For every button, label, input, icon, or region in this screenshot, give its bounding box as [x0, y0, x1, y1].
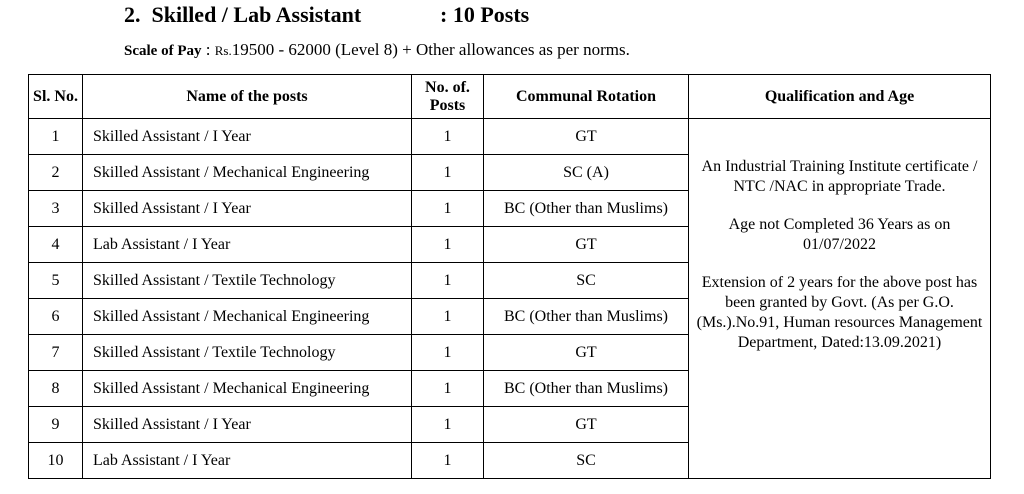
cell-rotation: SC — [484, 263, 689, 299]
cell-rotation: GT — [484, 119, 689, 155]
pay-extra: + Other allowances as per norms. — [397, 40, 630, 59]
cell-sl: 4 — [29, 227, 83, 263]
table-row — [29, 119, 991, 155]
pay-colon: : — [201, 40, 215, 59]
posts-table — [28, 74, 991, 479]
cell-post-name: Skilled Assistant / Textile Technology — [83, 335, 412, 371]
cell-sl: 2 — [29, 155, 83, 191]
cell-post-name: Skilled Assistant / Mechanical Engineering — [83, 299, 412, 335]
scale-of-pay — [124, 40, 630, 60]
cell-sl: 9 — [29, 407, 83, 443]
header-name-of-posts: Name of the posts — [83, 75, 412, 119]
qualification-certificate: An Industrial Training Institute certificate / NTC /NAC in appropriate Trade. — [701, 158, 978, 195]
pay-currency: Rs. — [214, 43, 232, 58]
header-no-of-posts: No. of. Posts — [412, 75, 484, 119]
cell-no-of-posts: 1 — [412, 227, 484, 263]
cell-rotation: BC (Other than Muslims) — [484, 299, 689, 335]
cell-no-of-posts: 1 — [412, 407, 484, 443]
cell-no-of-posts: 1 — [412, 119, 484, 155]
cell-no-of-posts: 1 — [412, 191, 484, 227]
qualification-age: Age not Completed 36 Years as on 01/07/2022 — [728, 216, 951, 253]
qualification-spacer — [695, 255, 984, 273]
cell-no-of-posts: 1 — [412, 371, 484, 407]
cell-no-of-posts: 1 — [412, 299, 484, 335]
cell-rotation: SC — [484, 443, 689, 479]
header-sl-no: Sl. No. — [29, 75, 83, 119]
cell-post-name: Skilled Assistant / I Year — [83, 191, 412, 227]
cell-rotation: BC (Other than Muslims) — [484, 371, 689, 407]
cell-sl: 7 — [29, 335, 83, 371]
cell-rotation: GT — [484, 335, 689, 371]
header-qualification-age: Qualification and Age — [689, 75, 991, 119]
cell-post-name: Lab Assistant / I Year — [83, 227, 412, 263]
cell-rotation: GT — [484, 227, 689, 263]
section-title: 2. Skilled / Lab Assistant — [124, 2, 362, 27]
cell-no-of-posts: 1 — [412, 155, 484, 191]
cell-post-name: Lab Assistant / I Year — [83, 443, 412, 479]
cell-rotation: GT — [484, 407, 689, 443]
cell-no-of-posts: 1 — [412, 335, 484, 371]
cell-no-of-posts: 1 — [412, 263, 484, 299]
qualification-extension: Extension of 2 years for the above post has been granted by Govt. (As per G.O.(Ms.).No.91, Human resources Management Department, Dated:13.09.2021) — [696, 274, 983, 351]
cell-post-name: Skilled Assistant / I Year — [83, 119, 412, 155]
cell-no-of-posts: 1 — [412, 443, 484, 479]
cell-rotation: SC (A) — [484, 155, 689, 191]
cell-qualification — [689, 119, 991, 479]
cell-sl: 8 — [29, 371, 83, 407]
table-header-row — [29, 75, 991, 119]
cell-sl: 3 — [29, 191, 83, 227]
cell-sl: 5 — [29, 263, 83, 299]
section-heading — [124, 2, 530, 28]
cell-post-name: Skilled Assistant / Mechanical Engineering — [83, 155, 412, 191]
pay-value: 19500 - 62000 (Level 8) — [231, 40, 398, 59]
qualification-spacer — [695, 197, 984, 215]
cell-sl: 10 — [29, 443, 83, 479]
cell-post-name: Skilled Assistant / I Year — [83, 407, 412, 443]
cell-post-name: Skilled Assistant / Textile Technology — [83, 263, 412, 299]
post-count: : 10 Posts — [440, 2, 530, 27]
cell-post-name: Skilled Assistant / Mechanical Engineering — [83, 371, 412, 407]
header-communal-rotation: Communal Rotation — [484, 75, 689, 119]
pay-label: Scale of Pay — [124, 43, 202, 59]
cell-rotation: BC (Other than Muslims) — [484, 191, 689, 227]
cell-sl: 1 — [29, 119, 83, 155]
cell-sl: 6 — [29, 299, 83, 335]
